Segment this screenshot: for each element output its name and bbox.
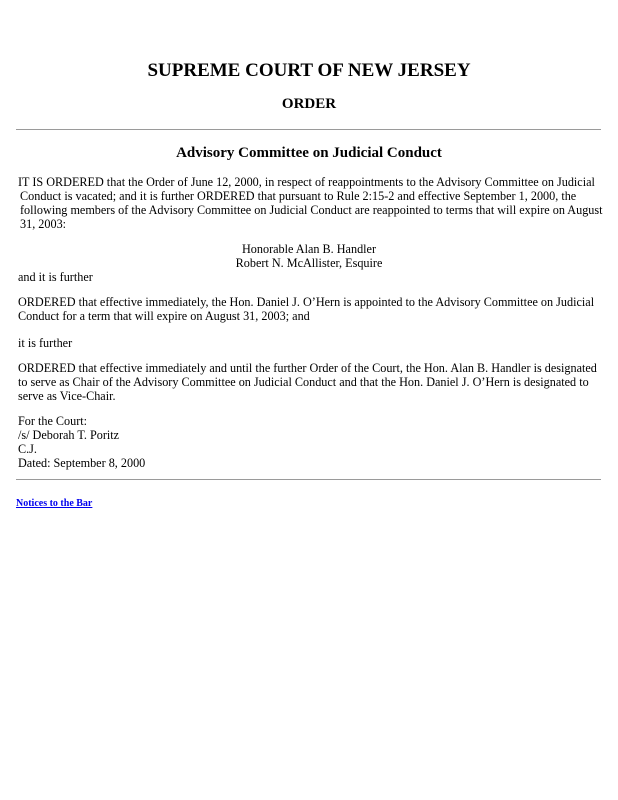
order-paragraph-chair-designation: ORDERED that effective immediately and until the further Order of the Court, the Hon. Alan B. Handler is designated to serve as Chair of the Advisory Committee on Judicial Conduct and that the Hon. Daniel J. O’Hern is designated to serve as Vice-Chair.	[18, 361, 597, 403]
order-title: ORDER	[281, 96, 337, 112]
appointee-list	[0, 242, 618, 270]
signature-block	[18, 414, 145, 470]
bottom-divider	[16, 479, 601, 480]
order-paragraph-transition-2: it is further	[18, 336, 73, 350]
committee-title: Advisory Committee on Judicial Conduct	[176, 145, 442, 161]
notices-to-the-bar-link[interactable]: Notices to the Bar	[16, 498, 93, 509]
order-paragraph-appointment: ORDERED that effective immediately, the Hon. Daniel J. O’Hern is appointed to the Advisory Committee on Judicial Conduct for a term that will expire on August 31, 2003; and	[18, 295, 595, 323]
top-divider	[16, 129, 601, 130]
signature-title: C.J.	[18, 442, 37, 456]
order-paragraph-transition: and it is further	[18, 270, 93, 284]
order-paragraph-reappointments: IT IS ORDERED that the Order of June 12, 2000, in respect of reappointments to the Advisory Committee on Judicial Conduct is vacated; and it is further ORDERED that pursuant to Rule 2:15-2 and effective September 1, 2000, the following members of the Advisory Committee on Judicial Conduct are reappointed to terms that will expire on August 31, 2003:	[18, 175, 603, 231]
appointee-name: Robert N. McAllister, Esquire	[235, 256, 383, 270]
appointee-name: Honorable Alan B. Handler	[241, 242, 377, 256]
signature-for-court: For the Court:	[18, 414, 88, 428]
signature-date: Dated: September 8, 2000	[18, 456, 146, 470]
signature-name: /s/ Deborah T. Poritz	[18, 428, 120, 442]
court-title: SUPREME COURT OF NEW JERSEY	[147, 60, 471, 81]
